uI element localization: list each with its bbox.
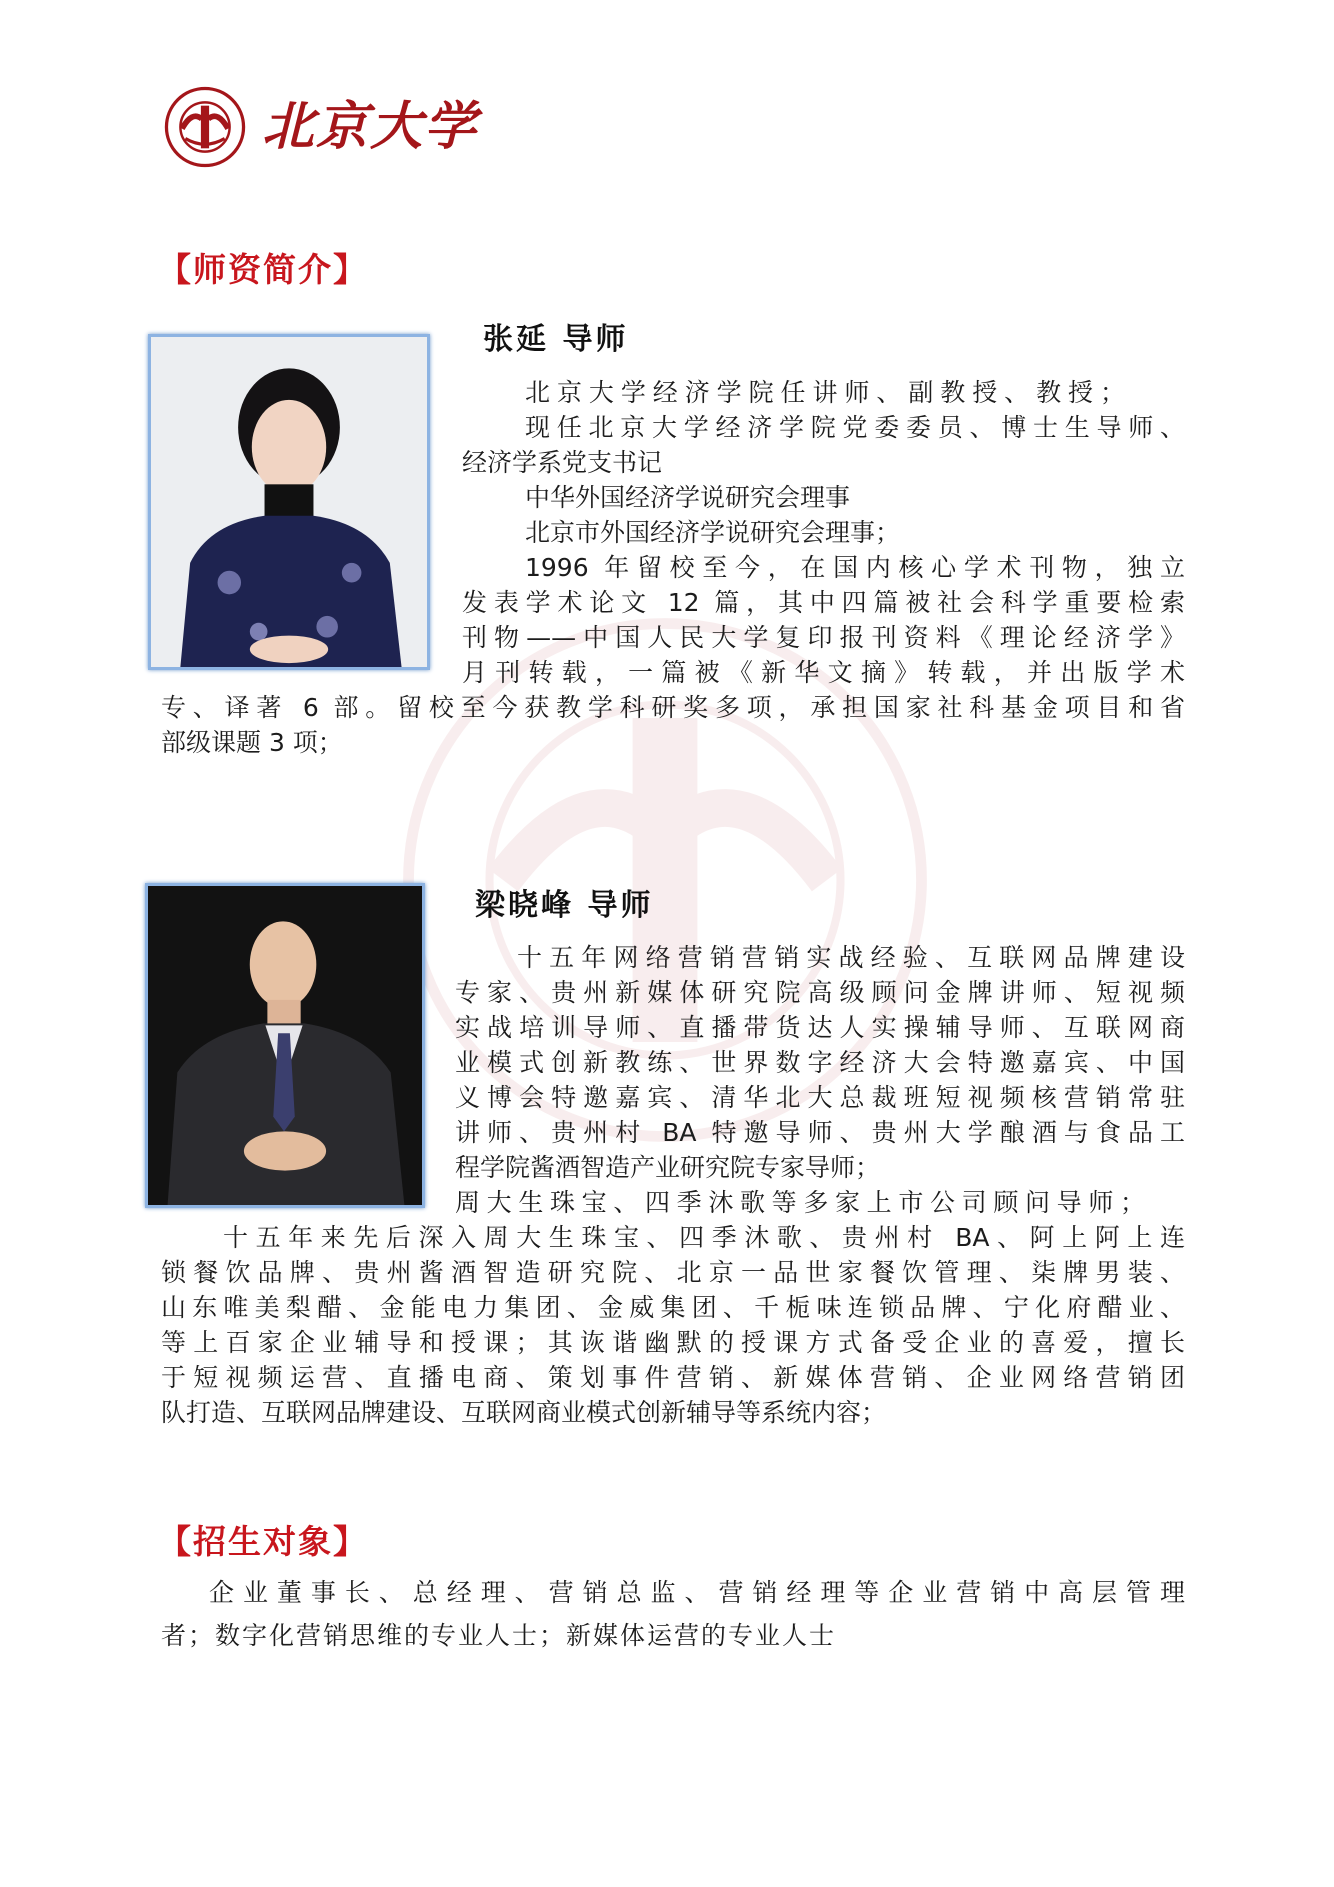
- bio-line: 周大生珠宝、四季沐歌等多家上市公司顾问导师；: [455, 1188, 1145, 1217]
- bio-line: 1996 年留校至今，在国内核心学术刊物，独立: [525, 553, 1185, 582]
- teacher-name-zhang: 张延 导师: [483, 322, 629, 357]
- university-wordmark: 北京大学: [262, 96, 479, 157]
- bio-line: 讲师、贵州村 BA 特邀导师、贵州大学酿酒与食品工: [455, 1118, 1185, 1147]
- enrollment-line: 者；数字化营销思维的专业人士；新媒体运营的专业人士: [161, 1621, 837, 1650]
- bio-line: 月刊转载，一篇被《新华文摘》转载，并出版学术: [462, 658, 1185, 687]
- bio-line: 程学院酱酒智造产业研究院专家导师；: [455, 1153, 881, 1182]
- bio-line: 北京市外国经济学说研究会理事；: [525, 518, 901, 547]
- bio-line: 实战培训导师、直播带货达人实操辅导师、互联网商: [455, 1013, 1185, 1042]
- bio-line: 经济学系党支书记: [462, 448, 663, 477]
- bio-line: 专、译著 6 部。留校至今获教学科研奖多项，承担国家社科基金项目和省: [161, 693, 1185, 722]
- bio-line: 刊物——中国人民大学复印报刊资料《理论经济学》: [462, 623, 1185, 652]
- bio-line: 等上百家企业辅导和授课；其诙谐幽默的授课方式备受企业的喜爱，擅长: [161, 1328, 1185, 1357]
- bio-line: 于短视频运营、直播电商、策划事件营销、新媒体营销、企业网络营销团: [161, 1363, 1185, 1392]
- teacher-photo-zhang: [148, 334, 430, 670]
- bio-line: 锁餐饮品牌、贵州酱酒智造研究院、北京一品世家餐饮管理、柒牌男装、: [161, 1258, 1185, 1287]
- bio-line: 业模式创新教练、世界数字经济大会特邀嘉宾、中国: [455, 1048, 1185, 1077]
- bio-line: 专家、贵州新媒体研究院高级顾问金牌讲师、短视频: [455, 978, 1185, 1007]
- bio-line: 山东唯美梨醋、金能电力集团、金威集团、千栀味连锁品牌、宁化府醋业、: [161, 1293, 1185, 1322]
- bio-line: 十五年网络营销营销实战经验、互联网品牌建设: [517, 943, 1185, 972]
- section-title-faculty: 【师资简介】: [158, 250, 368, 289]
- bio-line: 发表学术论文 12 篇，其中四篇被社会科学重要检索: [462, 588, 1185, 617]
- enrollment-line: 企业董事长、总经理、营销总监、营销经理等企业营销中高层管理: [209, 1578, 1185, 1607]
- bio-line: 现任北京大学经济学院党委委员、博士生导师、: [525, 413, 1185, 442]
- bio-line: 十五年来先后深入周大生珠宝、四季沐歌、贵州村 BA、阿上阿上连: [223, 1223, 1185, 1252]
- section-title-enrollment: 【招生对象】: [158, 1522, 368, 1561]
- bio-line: 部级课题 3 项；: [161, 728, 343, 757]
- bio-line: 北京大学经济学院任讲师、副教授、教授；: [525, 378, 1125, 407]
- teacher-photo-liang: [145, 883, 425, 1208]
- bio-line: 义博会特邀嘉宾、清华北大总裁班短视频核营销常驻: [455, 1083, 1185, 1112]
- bio-line: 中华外国经济学说研究会理事: [525, 483, 851, 512]
- bio-line: 队打造、互联网品牌建设、互联网商业模式创新辅导等系统内容；: [161, 1398, 887, 1427]
- teacher-name-liang: 梁晓峰 导师: [475, 888, 654, 923]
- peking-university-seal-icon: [164, 86, 246, 168]
